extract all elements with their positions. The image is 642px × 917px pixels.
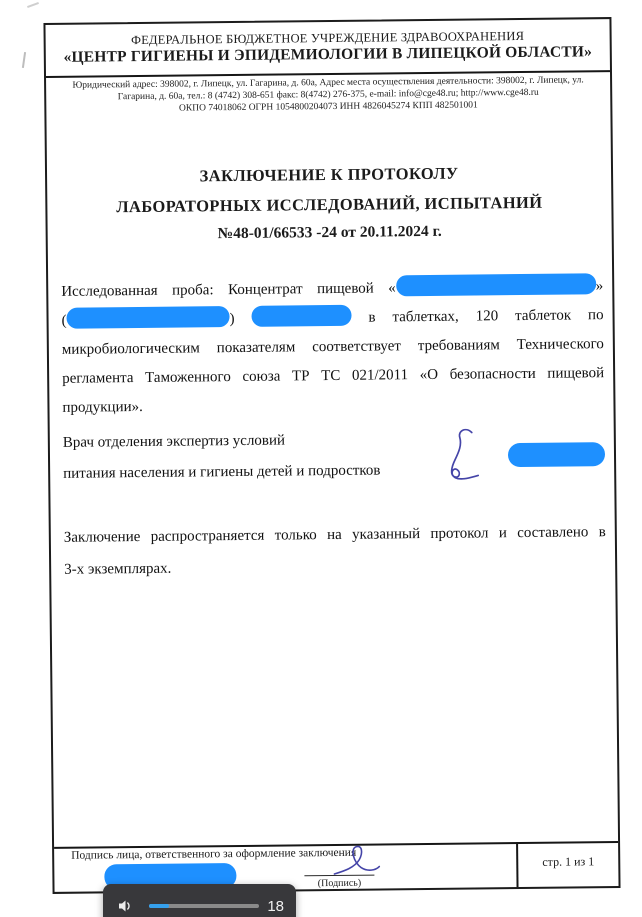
paragraph-line: Заключение распространяется только на указанный протокол и составлено в bbox=[63, 524, 606, 546]
paragraph-text: в таблетках, 120 таблеток по bbox=[368, 307, 604, 326]
footer-signature-label: Подпись лица, ответственного за оформление заключения bbox=[71, 846, 357, 862]
redaction-bar bbox=[251, 305, 351, 327]
handwritten-signature-icon bbox=[442, 424, 485, 491]
paragraph-line: регламента Таможенного союза ТР ТС 021/2011 «О безопасности пищевой bbox=[62, 365, 605, 387]
document-title-line2: ЛАБОРАТОРНЫХ ИССЛЕДОВАНИЙ, ИСПЫТАНИЙ bbox=[116, 192, 543, 217]
paragraph-text: ( bbox=[61, 312, 67, 329]
volume-value: 18 bbox=[267, 897, 284, 915]
doctor-block bbox=[63, 424, 381, 489]
redaction-bar bbox=[396, 273, 596, 296]
address-line1: Юридический адрес: 398002, г. Липецк, ул. Гагарина, д. 60а, Адрес места осуществления деятельности: 398002, г. Липецк, ул. bbox=[72, 75, 584, 91]
volume-osd[interactable] bbox=[103, 884, 296, 917]
document-title-line1: ЗАКЛЮЧЕНИЕ К ПРОТОКОЛУ bbox=[199, 163, 459, 186]
volume-slider-fill bbox=[149, 904, 169, 908]
scan-crop-mark bbox=[27, 2, 39, 8]
document-page bbox=[43, 17, 620, 894]
address-line2: Гагарина, д. 60а, тел.: 8 (4742) 308-651 факс: 8(4742) 276-375, e-mail: info@cge48.ru; http://www.cge48.ru bbox=[117, 87, 539, 103]
paragraph-line: 3-х экземплярах. bbox=[64, 560, 172, 578]
page-number: стр. 1 из 1 bbox=[542, 854, 595, 869]
scan-crop-mark bbox=[22, 52, 26, 68]
redaction-bar bbox=[508, 442, 605, 467]
org-name-line2: «ЦЕНТР ГИГИЕНЫ И ЭПИДЕМИОЛОГИИ В ЛИПЕЦКОЙ ОБЛАСТИ» bbox=[63, 43, 593, 66]
conclusion-paragraph bbox=[64, 516, 607, 586]
doctor-line1: Врач отделения экспертиз условий bbox=[62, 432, 286, 451]
paragraph-line: микробиологическим показателям соответствует требованиям Технического bbox=[61, 336, 604, 358]
paragraph-text: ) bbox=[229, 311, 235, 328]
doctor-line2: питания населения и гигиены детей и подростков bbox=[63, 462, 381, 482]
address-line3: ОКПО 74018062 ОГРН 1054800204073 ИНН 4826045274 КПП 482501001 bbox=[178, 100, 478, 114]
signature-caption: (Подпись) bbox=[317, 877, 362, 890]
volume-slider[interactable] bbox=[149, 904, 259, 908]
paragraph-line: продукции». bbox=[62, 398, 143, 416]
paragraph-text: » bbox=[595, 278, 604, 295]
speaker-icon[interactable] bbox=[115, 896, 135, 916]
paragraph-text: Исследованная проба: Концентрат пищевой « bbox=[61, 280, 396, 300]
org-name-line1: ФЕДЕРАЛЬНОЕ БЮДЖЕТНОЕ УЧРЕЖДЕНИЕ ЗДРАВООХРАНЕНИЯ bbox=[131, 28, 525, 48]
document-number-date: №48-01/66533 -24 от 20.11.2024 г. bbox=[217, 222, 442, 243]
redaction-bar bbox=[66, 306, 229, 329]
sample-paragraph bbox=[61, 272, 604, 423]
